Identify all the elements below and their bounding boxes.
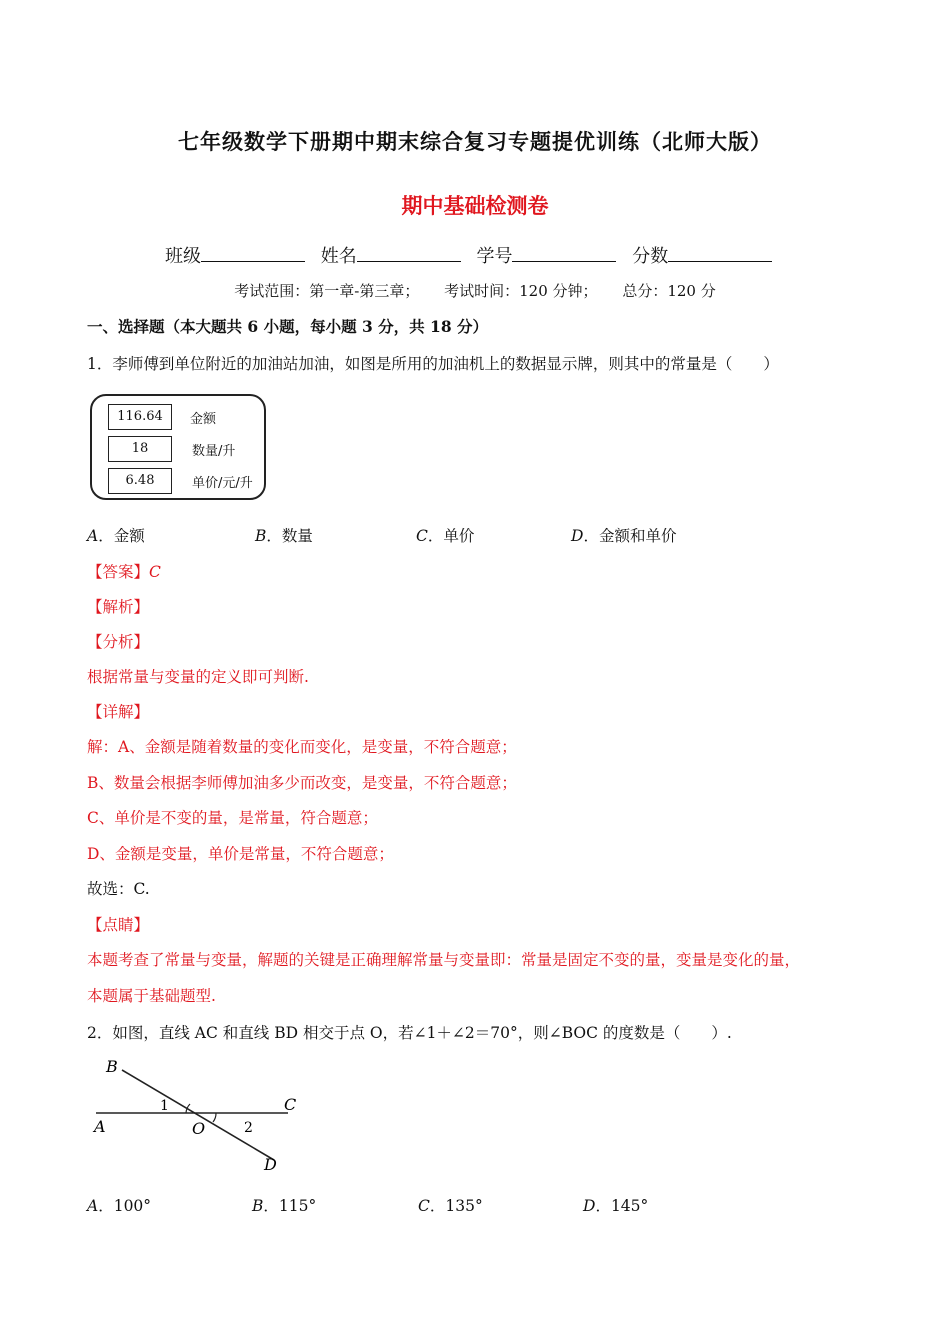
info-class-label: 班级: [165, 246, 201, 267]
q1-option-b: B．数量: [255, 527, 313, 545]
q1-stem: 1．李师傅到单位附近的加油站加油，如图是所用的加油机上的数据显示牌，则其中的常量是（ ）: [87, 355, 779, 373]
q1-option-a: A．金额: [87, 527, 145, 545]
q2-option-c: C．135°: [418, 1197, 483, 1215]
q1-analysis-tag: 【解析】: [87, 598, 150, 616]
q1-detail-line-4: D、金额是变量，单价是常量，不符合题意；: [87, 845, 394, 863]
label-o: O: [192, 1119, 206, 1138]
q2-option-a: A．100°: [87, 1197, 152, 1215]
info-id-label: 学号: [476, 246, 513, 267]
exam-info-row: [0, 280, 950, 301]
section-title: 一、选择题（本大题共 6 小题，每小题 3 分，共 18 分）: [87, 317, 489, 336]
intersecting-lines-figure: [88, 1052, 318, 1182]
label-a: A: [94, 1117, 106, 1136]
q1-fenxi-tag: 【分析】: [87, 633, 150, 651]
pump-price-label: 单价/元/升: [192, 476, 253, 491]
pump-price-value: 6.48: [108, 468, 172, 494]
student-info-row: [165, 242, 782, 268]
pump-quantity-value: 18: [108, 436, 172, 462]
label-d: D: [264, 1155, 277, 1174]
q2-option-d: D．145°: [583, 1197, 649, 1215]
q1-option-d: D．金额和单价: [571, 527, 677, 545]
q2-option-b: B．115°: [252, 1197, 317, 1215]
q1-comment-tag: 【点睛】: [87, 916, 150, 934]
pump-amount-value: 116.64: [108, 404, 172, 430]
angle-2-arc: [213, 1113, 216, 1122]
label-b: B: [106, 1057, 118, 1076]
document-title: 七年级数学下册期中期末综合复习专题提优训练（北师大版）: [178, 129, 772, 154]
q1-fenxi: 根据常量与变量的定义即可判断.: [87, 668, 309, 686]
document-subtitle: 期中基础检测卷: [401, 193, 549, 218]
q1-comment-line-1: 本题考查了常量与变量，解题的关键是正确理解常量与变量即：常量是固定不变的量，变量是变化的量，: [87, 951, 801, 969]
q1-detail-line-1: 解：A、金额是随着数量的变化而变化，是变量，不符合题意；: [87, 738, 517, 756]
label-angle-1: 1: [160, 1098, 169, 1114]
q2-stem: 2．如图，直线 AC 和直线 BD 相交于点 O，若∠1＋∠2＝70°，则∠BOC 的度数是（ ）.: [87, 1024, 732, 1042]
exam-time: 考试时间：120 分钟；: [444, 282, 598, 300]
info-name-label: 姓名: [320, 246, 357, 267]
q1-option-c: C．单价: [416, 527, 475, 545]
fuel-pump-display: [90, 394, 266, 500]
line-bd: [122, 1070, 274, 1160]
q1-comment-line-2: 本题属于基础题型.: [87, 987, 216, 1005]
info-class-blank: [201, 247, 305, 262]
info-id-blank: [512, 247, 616, 262]
q1-detail-tag: 【详解】: [87, 703, 150, 721]
pump-quantity-label: 数量/升: [192, 444, 236, 459]
pump-amount-label: 金额: [190, 412, 217, 427]
q1-conclusion: 故选：C.: [87, 880, 150, 898]
info-name-blank: [357, 247, 461, 262]
exam-range: 考试范围：第一章-第三章；: [234, 282, 420, 300]
label-angle-2: 2: [244, 1120, 253, 1136]
q1-detail-line-3: C、单价是不变的量，是常量，符合题意；: [87, 809, 378, 827]
info-score-label: 分数: [632, 246, 669, 267]
q1-detail-line-2: B、数量会根据李师傅加油多少而改变，是变量，不符合题意；: [87, 774, 517, 792]
q1-answer: 【答案】C: [87, 563, 161, 581]
exam-total: 总分：120 分: [622, 282, 716, 300]
label-c: C: [284, 1095, 297, 1114]
info-score-blank: [668, 247, 772, 262]
